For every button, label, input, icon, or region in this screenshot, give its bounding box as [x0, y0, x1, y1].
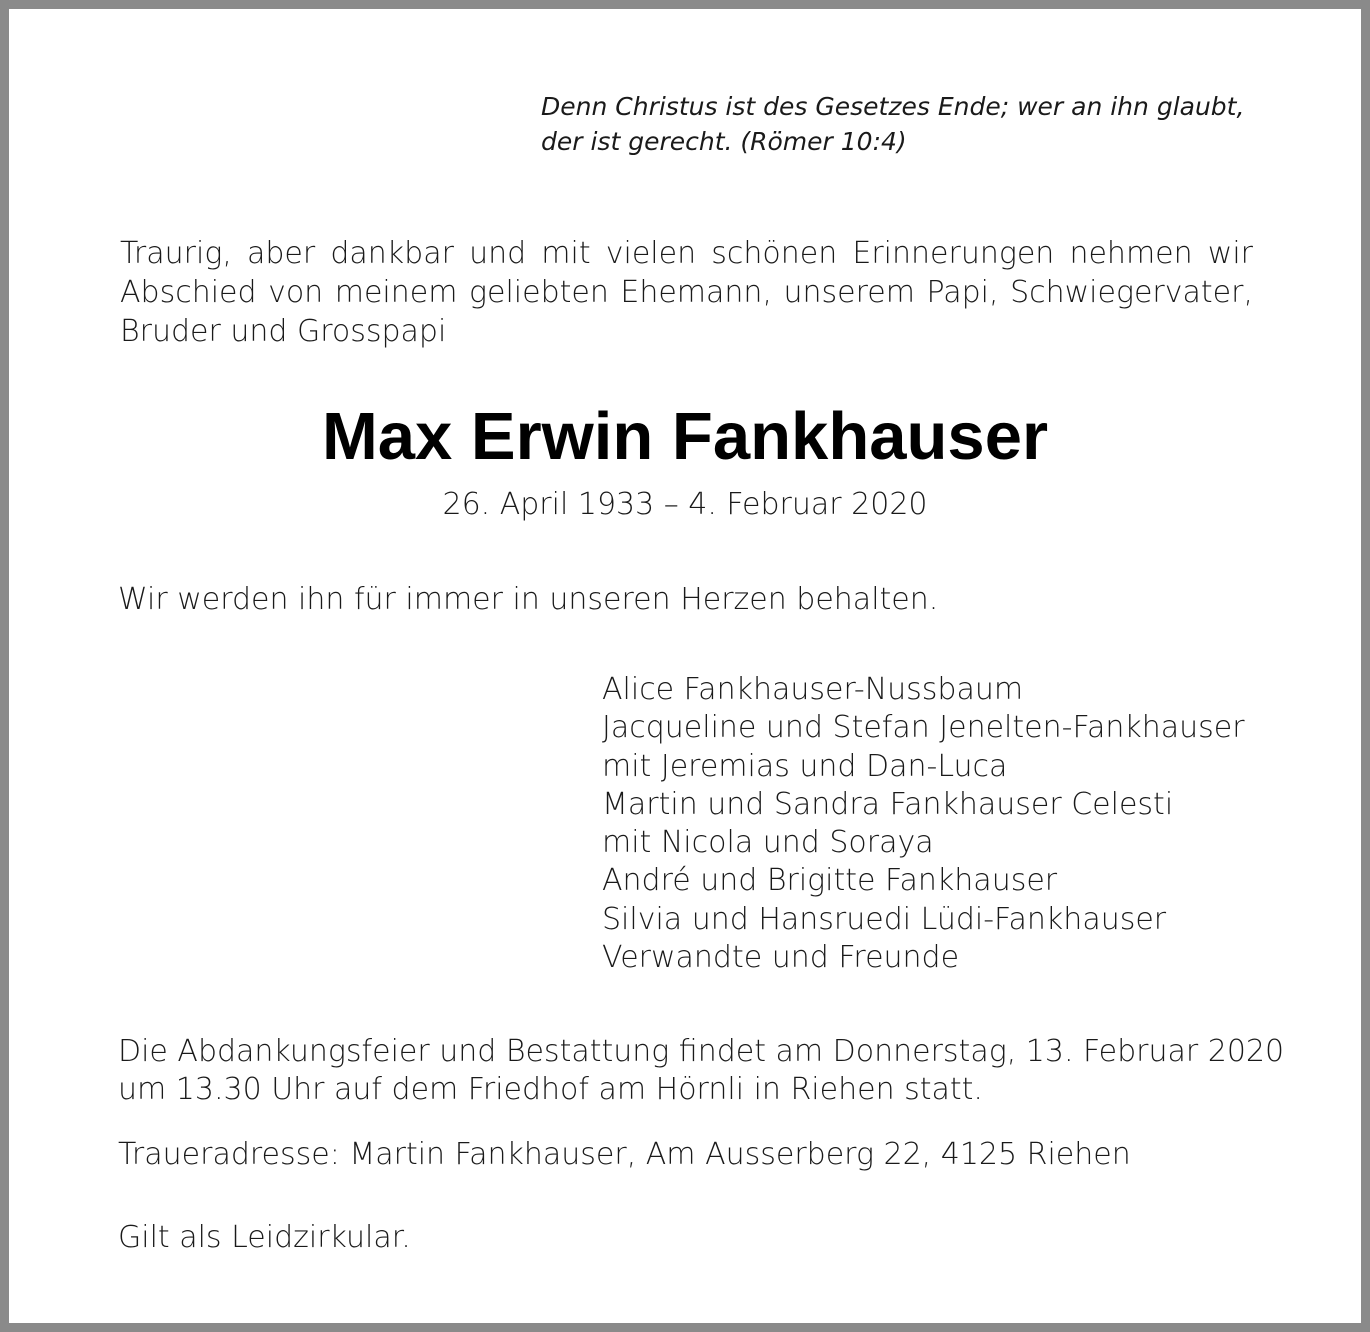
bible-verse-line-1: Denn Christus ist des Gesetzes Ende; wer an ihn glaubt,	[541, 92, 1245, 121]
mourner-line: André und Brigitte Fankhauser	[602, 863, 1058, 899]
circular-notice: Gilt als Leidzirkular.	[118, 1220, 411, 1255]
mourner-line: Martin und Sandra Fankhauser Celesti	[602, 786, 1174, 822]
mourner-line: mit Nicola und Soraya	[602, 825, 934, 861]
mourner-line: Jacqueline und Stefan Jenelten-Fankhauser	[602, 710, 1245, 746]
mourning-address: Traueradresse: Martin Fankhauser, Am Ausserberg 22, 4125 Riehen	[118, 1137, 1131, 1172]
intro-line-1: Traurig, aber dankbar und mit vielen schönen Erinnerungen nehmen wir	[120, 236, 1253, 271]
bible-verse-line-2: der ist gerecht. (Römer 10:4)	[541, 127, 907, 156]
mourner-line: Alice Fankhauser-Nussbaum	[602, 672, 1024, 707]
mourner-line: Silvia und Hansruedi Lüdi-Fankhauser	[602, 901, 1167, 937]
mourner-line: mit Jeremias und Dan-Luca	[602, 748, 1008, 784]
bible-verse	[541, 89, 1261, 159]
mourners-list	[602, 671, 1245, 977]
intro-line-2: Abschied von meinem geliebten Ehemann, unserem Papi, Schwiegervater,	[120, 275, 1253, 310]
intro-line-3: Bruder und Grosspapi	[120, 314, 447, 349]
deceased-name: Max Erwin Fankhauser	[321, 399, 1049, 474]
intro-paragraph	[120, 234, 1253, 351]
ceremony-line-1: Die Abdankungsfeier und Bestattung findet am Donnerstag, 13. Februar 2020	[118, 1034, 1285, 1069]
ceremony-line-2: um 13.30 Uhr auf dem Friedhof am Hörnli in Riehen statt.	[118, 1072, 983, 1107]
life-dates: 26. April 1933 – 4. Februar 2020	[442, 487, 928, 522]
remembrance-text: Wir werden ihn für immer in unseren Herzen behalten.	[118, 582, 939, 617]
mourner-line: Verwandte und Freunde	[602, 940, 960, 976]
ceremony-info	[118, 1033, 1284, 1109]
